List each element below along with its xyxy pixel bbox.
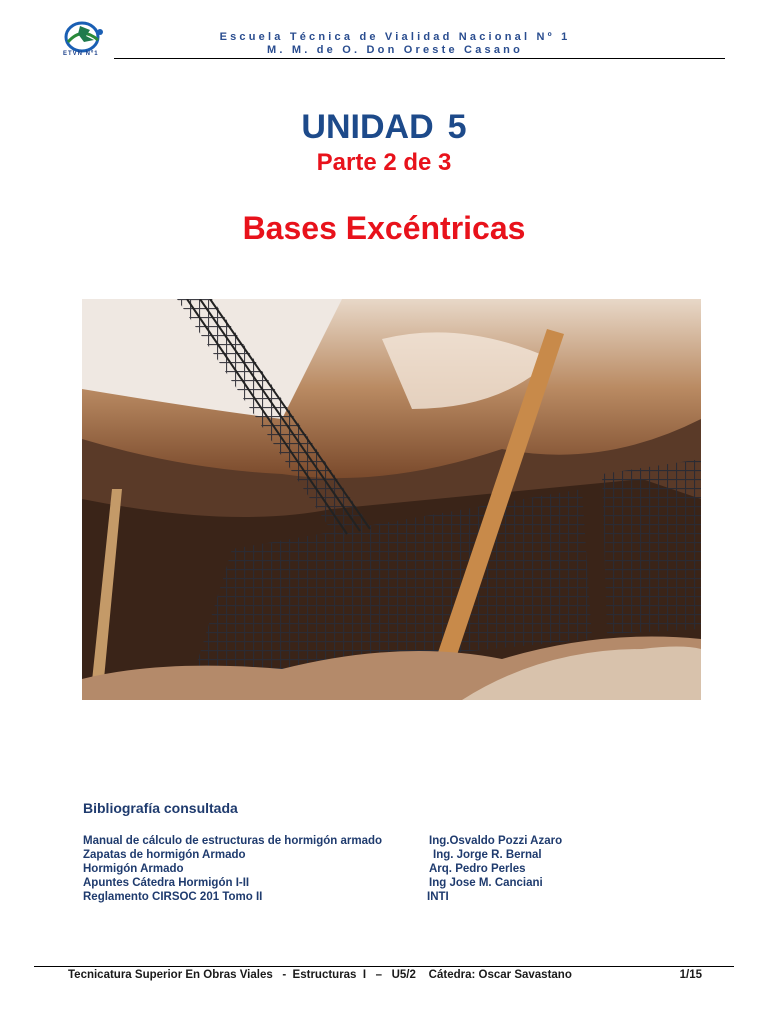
book-author: Ing Jose M. Canciani xyxy=(429,877,543,889)
part-subtitle: Parte 2 de 3 xyxy=(316,149,452,176)
book-author: Ing.Osvaldo Pozzi Azaro xyxy=(429,835,563,847)
unit-title xyxy=(0,108,768,147)
book-author: Arq. Pedro Perles xyxy=(429,863,526,875)
unit-number: 5 xyxy=(447,108,467,146)
logo-caption: ETVN Nº1 xyxy=(63,51,99,57)
school-subtitle: M. M. de O. Don Oreste Casano xyxy=(267,44,523,56)
book-title: Apuntes Cátedra Hormigón I-II xyxy=(83,877,250,889)
book-author: INTI xyxy=(427,891,449,903)
bibliography-entry xyxy=(83,834,723,848)
bibliography-entry xyxy=(83,890,723,904)
unit-label: UNIDAD xyxy=(301,108,434,146)
page-number: 1/15 xyxy=(679,969,702,981)
bibliography-entry xyxy=(83,876,723,890)
footing-photo xyxy=(82,299,701,700)
bibliography-heading: Bibliografía consultada xyxy=(83,800,238,816)
footer-divider xyxy=(34,966,734,967)
bibliography-list xyxy=(83,834,723,904)
topic-title: Bases Excéntricas xyxy=(242,210,526,246)
course-info: Tecnicatura Superior En Obras Viales - Estructuras I – U5/2 Cátedra: Oscar Savastano xyxy=(68,969,572,981)
school-name: Escuela Técnica de Vialidad Nacional Nº 1 xyxy=(219,31,571,43)
bibliography-entry xyxy=(83,862,723,876)
bibliography-entry xyxy=(83,848,723,862)
school-header xyxy=(150,31,640,57)
header-divider xyxy=(114,58,725,59)
book-title: Reglamento CIRSOC 201 Tomo II xyxy=(83,891,263,903)
book-author: Ing. Jorge R. Bernal xyxy=(433,849,542,861)
book-title: Manual de cálculo de estructuras de hormigón armado xyxy=(83,835,383,847)
book-title: Zapatas de hormigón Armado xyxy=(83,849,246,861)
book-title: Hormigón Armado xyxy=(83,863,184,875)
